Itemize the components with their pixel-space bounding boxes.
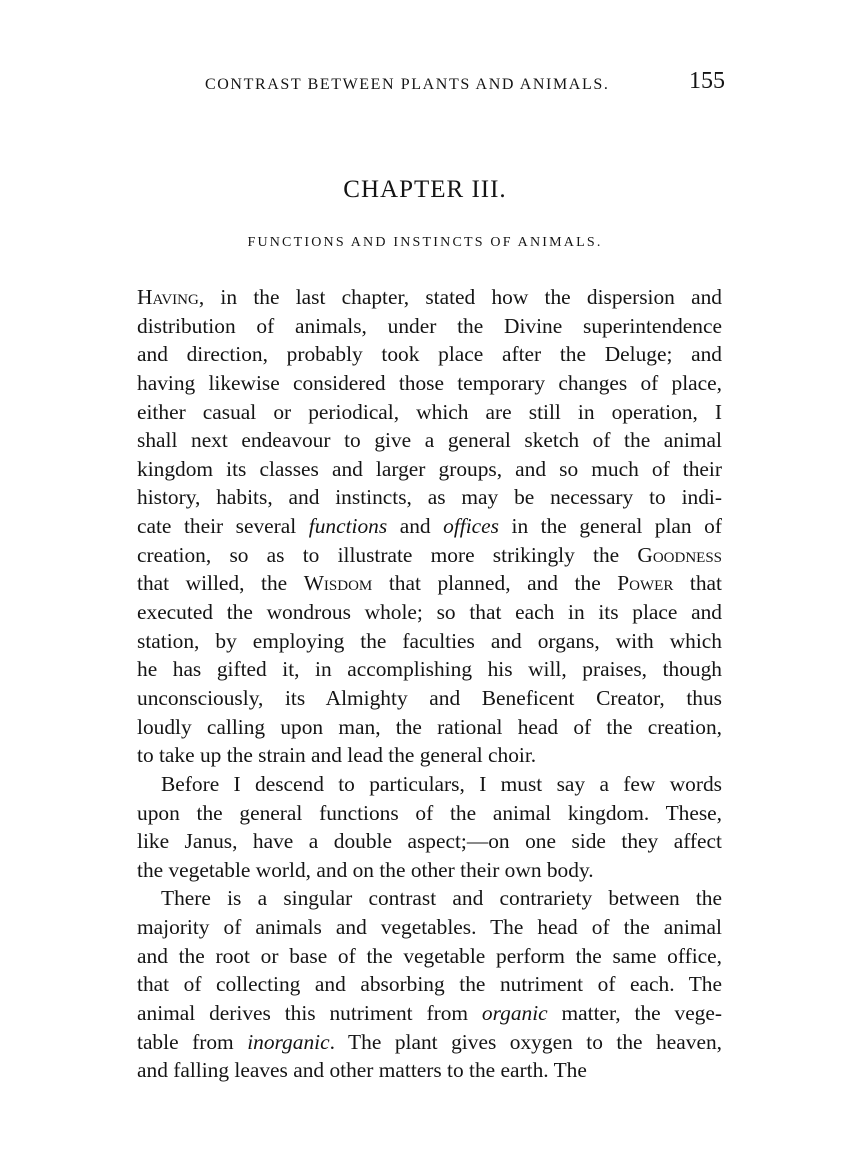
text-segment: executed the wondrous whole; so that each in its place and: [137, 600, 722, 625]
text-segment: that planned, and the: [372, 571, 618, 596]
text-segment: the vegetable world, and on the other their own body.: [137, 857, 594, 882]
text-segment: upon the general functions of the animal kingdom. These,: [137, 800, 722, 825]
text-segment: either casual or periodical, which are still in operation, I: [137, 399, 722, 424]
text-segment: having likewise considered those temporary changes of place,: [137, 370, 722, 395]
text-line: [137, 856, 722, 885]
text-line: [137, 369, 722, 398]
text-segment: that willed, the: [137, 571, 304, 596]
text-segment: majority of animals and vegetables. The head of the animal: [137, 915, 722, 940]
text-segment: matter, the vege-: [547, 1001, 722, 1026]
text-segment: , in the last chapter, stated how the dispersion and: [198, 285, 722, 309]
text-line: [137, 426, 722, 455]
text-line: [137, 684, 722, 713]
running-title: CONTRAST BETWEEN PLANTS AND ANIMALS.: [205, 76, 610, 93]
text-segment: kingdom its classes and larger groups, and so much of their: [137, 456, 722, 481]
text-segment: and falling leaves and other matters to the earth. The: [137, 1058, 587, 1083]
text-line: [137, 741, 722, 770]
chapter-title: CHAPTER III.: [343, 176, 507, 203]
text-line: [137, 312, 722, 341]
text-segment: and: [387, 514, 444, 539]
text-segment: table from: [137, 1029, 248, 1054]
small-caps-text: Power: [617, 571, 674, 596]
text-line: [137, 970, 722, 999]
text-line: [137, 1056, 722, 1085]
text-segment: history, habits, and instincts, as may be necessary to indi-: [137, 485, 722, 510]
italic-text: functions: [308, 514, 388, 539]
running-head: [205, 68, 725, 98]
text-line: [137, 398, 722, 427]
text-segment: Before I descend to particulars, I must say a few words: [161, 771, 722, 796]
body-text: [137, 283, 722, 1085]
text-segment: in the general plan of: [498, 514, 722, 539]
text-line: [137, 627, 722, 656]
text-line: [137, 770, 722, 799]
text-segment: shall next endeavour to give a general sketch of the animal: [137, 428, 722, 453]
text-line: [137, 1028, 722, 1057]
text-segment: and the root or base of the vegetable perform the same office,: [137, 943, 722, 968]
text-line: [137, 541, 722, 570]
text-segment: . The plant gives oxygen to the heaven,: [329, 1029, 722, 1054]
text-line: [137, 340, 722, 369]
page-number: 155: [689, 68, 725, 94]
text-segment: There is a singular contrast and contrariety between the: [161, 886, 722, 911]
text-line: [137, 483, 722, 512]
italic-text: organic: [481, 1001, 548, 1026]
text-segment: like Janus, have a double aspect;—on one side they affect: [137, 829, 722, 854]
text-segment: he has gifted it, in accomplishing his will, praises, though: [137, 657, 722, 682]
text-segment: station, by employing the faculties and organs, with which: [137, 628, 722, 653]
paragraph: [137, 283, 722, 770]
small-caps-text: Goodness: [637, 542, 722, 567]
italic-text: inorganic: [247, 1029, 330, 1054]
italic-text: offices: [443, 514, 499, 539]
text-line: [137, 455, 722, 484]
text-line: [137, 598, 722, 627]
text-line: [137, 799, 722, 828]
text-segment: that: [673, 571, 722, 596]
text-segment: animal derives this nutriment from: [137, 1001, 482, 1026]
text-line: [137, 569, 722, 598]
text-line: [137, 942, 722, 971]
small-caps-text: Having: [137, 285, 199, 309]
text-segment: distribution of animals, under the Divine superintendence: [137, 313, 722, 338]
text-line: [137, 827, 722, 856]
text-segment: and direction, probably took place after the Deluge; and: [137, 342, 722, 367]
text-segment: unconsciously, its Almighty and Beneficent Creator, thus: [137, 685, 722, 710]
text-line: [137, 884, 722, 913]
text-line: [137, 283, 722, 312]
text-line: [137, 713, 722, 742]
text-segment: creation, so as to illustrate more strikingly the: [137, 542, 638, 567]
text-segment: to take up the strain and lead the general choir.: [137, 743, 537, 768]
text-segment: that of collecting and absorbing the nutriment of each. The: [137, 972, 722, 997]
text-line: [137, 913, 722, 942]
paragraph: [137, 770, 722, 885]
small-caps-text: Wisdom: [303, 571, 373, 596]
paragraph: [137, 884, 722, 1084]
text-line: [137, 655, 722, 684]
text-segment: cate their several: [137, 514, 309, 539]
chapter-subtitle: FUNCTIONS AND INSTINCTS OF ANIMALS.: [247, 235, 603, 250]
text-line: [137, 512, 722, 541]
text-line: [137, 999, 722, 1028]
text-segment: loudly calling upon man, the rational head of the creation,: [137, 714, 722, 739]
